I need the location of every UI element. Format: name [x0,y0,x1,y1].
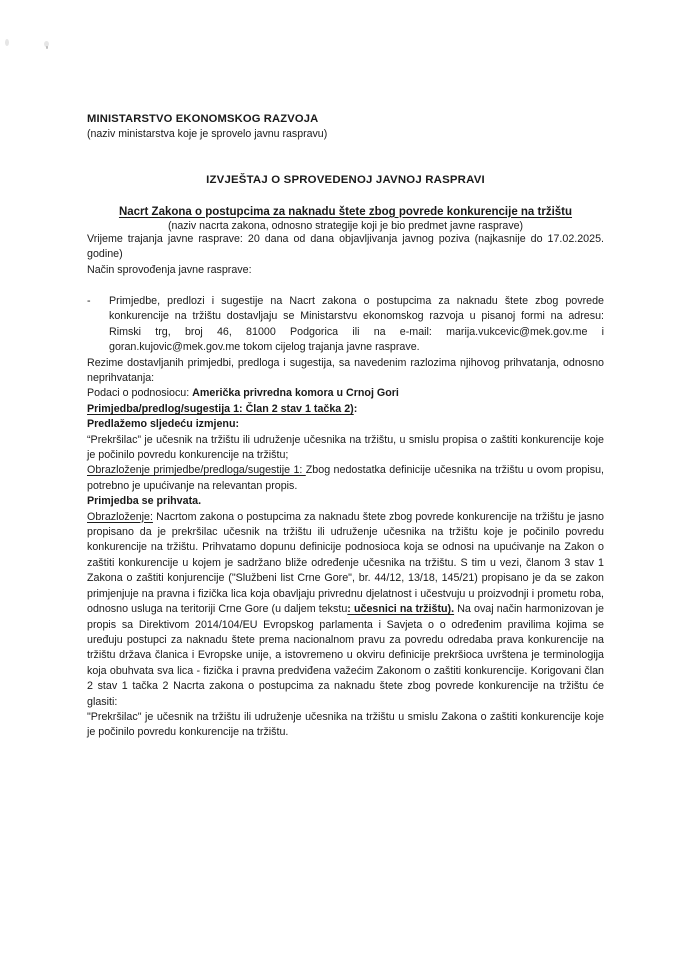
submission-bullet [87,294,604,356]
objection-heading [87,402,604,417]
proposal-text: “Prekršilac” je učesnik na tržištu ili udruženje učesnika na tržištu, u smislu propisa o zaštiti konkurencije koje je počinilo povredu konkurencije na tržištu; [87,433,604,462]
objection-heading-underlined: Primjedba/predlog/sugestija 1: Član 2 stav 1 tačka 2) [87,402,354,415]
method-heading: Način sprovođenja javne rasprave: [87,263,252,276]
scan-speck-icon [5,39,9,46]
final-quote: "Prekršilac" je učesnik na tržištu ili udruženje učesnika na tržištu u smislu Zakona o zaštiti konkurencije koje je počinilo povredu konkurencije na tržištu. [87,710,604,739]
explanation-1-text: Zbog nedostatka definicije učesnika na tržištu u ovom propisu, potrebno je upućivanje na relevantan propis. [87,464,604,492]
law-title-text: Nacrt Zakona o postupcima za naknadu štete zbog povrede konkurencije na tržištu [118,205,573,218]
explanation-2 [87,510,604,710]
explanation-2-label: Obrazloženje: [87,510,153,523]
law-title [87,206,604,218]
report-title: IZVJEŠTAJ O SPROVEDENOJ JAVNOJ RASPRAVI [206,173,485,186]
explanation-2-part-2: Na ovaj način harmonizovan je propis sa Direktivom 2014/104/EU Evropskog parlamenta i Savjeta o o određenim pravilima kojima se uređuju postupci za naknadu štete prema nacionalnom pravu za povredu odredaba prava konkurencije na tržištu država članica i Evropske unije, a istovremeno u okviru definicije prekršioca uvrštena je terminologija koja obuhvata sva lica - fizička i pravna predviđena važećim Zakonom o zaštiti konkurencije. Korigovani član 2 stav 1 tačka 2 Nacrta zakona o postupcima za naknadu štete zbog povrede konkurencije na tržištu će glasiti: [87,603,604,708]
submission-bullet-text: Primjedbe, predlozi i sugestije na Nacrt zakona o postupcima za naknadu štete zbog povrede konkurencije na tržištu dostavljaju se Ministarstvu ekonomskog razvoja u pisanoj formi na adresu: Rimski trg, broj 46, 81000 Podgorica ili na e-mail: marija.vukcevic@mek.gov.me i goran.kujovic@mek.gov.me tokom cijelog trajanja javne rasprave. [109,294,604,354]
scan-speck-icon [46,46,48,49]
objection-heading-tail: : [353,402,358,415]
ministry-name: MINISTARSTVO EKONOMSKOG RAZVOJA [87,113,319,125]
proposal-heading [87,417,604,432]
bullet-dash: - [87,294,91,307]
proposal-heading-text: Predlažemo sljedeću izmjenu: [87,418,240,431]
explanation-2-emphasis: : učesnici na tržištu). [347,603,455,616]
resume-paragraph: Rezime dostavljanih primjedbi, predloga i sugestija, sa navedenim razlozima njihovog prihvatanja, odnosno neprihvatanja: [87,356,604,384]
duration-paragraph: Vrijeme trajanja javne rasprave: 20 dana od dana objavljivanja javnog poziva (najkasnije do 17.02.2025. godine) [87,232,604,261]
acceptance-status-text: Primjedba se prihvata. [87,495,202,508]
explanation-1-label: Obrazloženje primjedbe/predloga/sugestije 1: [87,464,306,477]
submitter-value: Američka privredna komora u Crnoj Gori [192,387,399,400]
acceptance-status [87,494,604,509]
law-title-note: (naziv nacrta zakona, odnosno strategije koji je bio predmet javne rasprave) [167,219,524,232]
document-body [87,112,604,741]
submitter-label: Podaci o podnosiocu: [87,387,193,400]
ministry-name-note: (naziv ministarstva koje je sprovelo javnu raspravu) [87,127,328,140]
explanation-1 [87,463,604,494]
explanation-2-part-1: Nacrtom zakona o postupcima za naknadu štete zbog povrede konkurencije na tržištu je jasno propisano da je prekršilac učesnik na tržištu ili udruženje učesnika na tržištu koje je počinilo povredu konkurencije na tržištu. Prihvatamo dopunu definicije podnosioca koja se odnosi na upućivanje na Zakon o zaštiti konkurencije u kojem je sadržano bliže određenje učesnika na tržištu. S tim u vezi, članom 3 stav 1 Zakona o zaštiti konjurencije ("Službeni list Crne Gore", br. 44/12, 13/18, 145/21) propisano je da se zakon primjenjuje na pravna i fizička lica koja obavljaju privrednu djelatnost i učestvuju u proizvodnji i prometu roba, odnosno usluga na teritoriji Crne Gore (u daljem tekstu [87,510,604,616]
submitter-line [87,386,604,401]
